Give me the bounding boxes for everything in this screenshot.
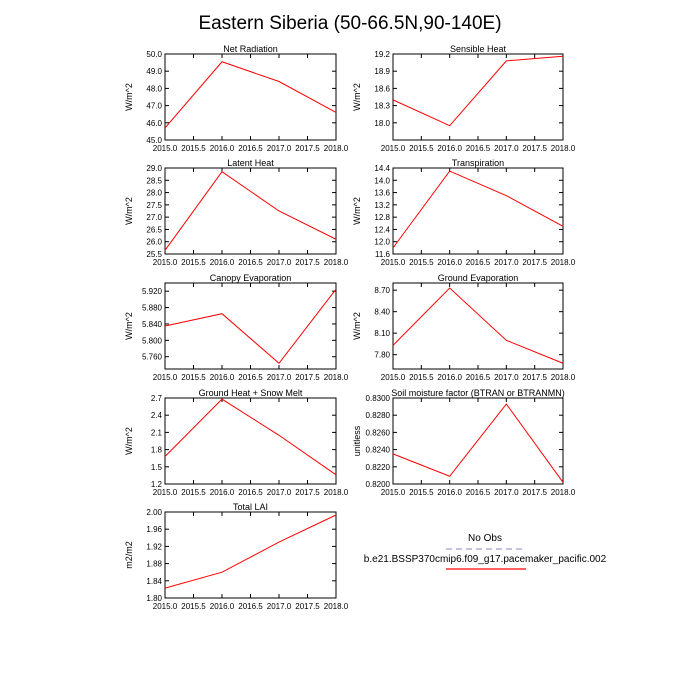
chart-panel [352,388,576,497]
chart-panel [124,44,349,153]
x-tick-label: 2017.0 [494,488,519,497]
x-tick-label: 2018.0 [323,258,349,267]
x-tick-label: 2016.5 [465,373,491,382]
chart-panel [124,273,349,382]
x-tick-label: 2015.5 [181,258,206,267]
y-tick-label: 1.8 [150,445,162,455]
plot-frame [393,54,563,140]
y-tick-label: 7.80 [374,350,390,360]
y-tick-label: 28.0 [146,188,162,198]
y-tick-label: 12.4 [374,225,390,235]
y-tick-label: 47.0 [146,101,162,111]
panels-group [124,44,576,611]
y-tick-label: 2.1 [150,428,162,438]
panel-title: Latent Heat [227,158,274,168]
x-tick-label: 2016.0 [209,373,235,382]
y-tick-label: 1.96 [146,525,162,535]
x-tick-label: 2017.5 [522,258,547,267]
y-axis-label: W/m^2 [352,83,362,111]
series-line [165,515,336,588]
x-tick-label: 2018.0 [323,373,349,382]
series-line [393,404,563,482]
x-tick-label: 2016.0 [437,144,462,153]
panel-title: Total LAI [232,502,269,512]
y-tick-label: 1.92 [146,542,162,552]
x-tick-label: 2016.5 [465,144,491,153]
x-tick-label: 2016.5 [238,602,263,611]
x-tick-label: 2015.0 [152,488,178,497]
y-axis-label: W/m^2 [124,312,134,340]
y-tick-label: 2.00 [146,508,162,517]
series-line [393,288,563,363]
x-tick-label: 2015.5 [181,373,206,382]
x-tick-label: 2015.5 [181,488,206,497]
y-tick-label: 0.8220 [365,462,390,472]
y-tick-label: 12.0 [374,237,390,247]
y-tick-label: 26.5 [146,225,162,235]
chart-panel [124,388,349,497]
plot-frame [165,283,336,369]
x-tick-label: 2015.5 [181,144,206,153]
x-tick-label: 2016.0 [437,258,462,267]
x-tick-label: 2015.0 [380,144,406,153]
x-tick-label: 2015.0 [380,258,406,267]
y-axis-label: W/m^2 [124,427,134,455]
y-tick-label: 0.8260 [365,428,390,438]
x-tick-label: 2018.0 [323,488,349,497]
y-tick-label: 8.70 [374,286,390,296]
y-tick-label: 48.0 [146,84,162,94]
plot-frame [165,398,336,484]
y-tick-label: 0.8200 [365,480,390,489]
x-tick-label: 2018.0 [323,144,349,153]
y-tick-label: 27.0 [146,213,162,223]
x-tick-label: 2016.5 [238,144,263,153]
y-tick-label: 8.10 [374,329,390,339]
panel-title: Ground Evaporation [437,273,519,283]
y-tick-label: 11.6 [375,250,390,259]
y-tick-label: 1.80 [146,594,162,603]
x-tick-label: 2016.0 [437,488,462,497]
y-tick-label: 1.5 [150,462,162,472]
x-tick-label: 2016.5 [465,258,491,267]
plot-frame [165,512,336,598]
chart-panel [124,502,349,611]
x-tick-label: 2018.0 [550,258,576,267]
y-tick-label: 29.0 [146,164,162,173]
x-tick-label: 2017.5 [522,144,547,153]
y-tick-label: 46.0 [146,118,162,128]
y-tick-label: 12.8 [374,213,390,223]
x-tick-label: 2017.5 [295,144,320,153]
legend [364,533,607,569]
x-tick-label: 2017.5 [295,258,320,267]
y-tick-label: 5.760 [141,352,162,362]
x-tick-label: 2017.5 [522,488,547,497]
series-line [165,62,336,128]
y-tick-label: 13.6 [374,188,390,198]
x-tick-label: 2015.0 [152,373,178,382]
y-tick-label: 5.880 [141,303,162,313]
y-tick-label: 2.7 [150,394,162,403]
x-tick-label: 2015.0 [152,144,178,153]
y-tick-label: 0.8280 [365,411,390,421]
y-tick-label: 50.0 [146,50,162,59]
series-line [165,289,336,363]
x-tick-label: 2017.0 [266,602,292,611]
x-tick-label: 2015.5 [409,144,434,153]
x-tick-label: 2016.0 [209,258,235,267]
y-tick-label: 18.0 [374,118,390,128]
plot-frame [393,283,563,369]
series-line [165,172,336,251]
x-tick-label: 2015.5 [409,373,434,382]
x-tick-label: 2015.0 [380,488,406,497]
x-tick-label: 2018.0 [550,144,576,153]
x-tick-label: 2015.5 [181,602,206,611]
x-tick-label: 2017.0 [266,144,292,153]
x-tick-label: 2015.0 [152,602,178,611]
panel-title: Soil moisture factor (BTRAN or BTRANMN) [391,388,565,398]
plot-frame [393,168,563,254]
series-line [393,171,563,248]
y-axis-label: W/m^2 [352,312,362,340]
y-tick-label: 8.40 [374,307,390,317]
x-tick-label: 2017.5 [522,373,547,382]
x-tick-label: 2017.0 [494,373,519,382]
chart-panel [124,158,349,267]
x-tick-label: 2015.5 [409,488,434,497]
y-axis-label: W/m^2 [124,83,134,111]
y-axis-label: W/m^2 [352,197,362,225]
x-tick-label: 2017.0 [494,144,519,153]
chart-panel [352,273,576,382]
plot-frame [165,168,336,254]
y-tick-label: 19.2 [374,50,390,59]
x-tick-label: 2017.5 [295,488,320,497]
x-tick-label: 2017.0 [266,258,292,267]
y-tick-label: 45.0 [146,136,162,145]
x-tick-label: 2016.0 [437,373,462,382]
y-tick-label: 18.6 [374,84,390,94]
y-tick-label: 2.4 [150,411,162,421]
x-tick-label: 2018.0 [550,373,576,382]
y-axis-label: W/m^2 [124,197,134,225]
y-tick-label: 18.9 [374,67,390,77]
x-tick-label: 2016.5 [238,258,263,267]
x-tick-label: 2017.5 [295,373,320,382]
panel-title: Transpiration [451,158,505,168]
x-tick-label: 2016.5 [465,488,491,497]
x-tick-label: 2016.0 [209,602,235,611]
chart-panel [352,158,576,267]
x-tick-label: 2016.5 [238,488,263,497]
series-line [393,56,563,125]
y-tick-label: 14.0 [374,176,390,186]
x-tick-label: 2018.0 [323,602,349,611]
plot-frame [393,398,563,484]
y-tick-label: 49.0 [146,67,162,77]
panel-title: Sensible Heat [449,44,507,54]
y-tick-label: 5.800 [141,336,162,346]
panel-title: Net Radiation [223,44,278,54]
x-tick-label: 2017.0 [266,488,292,497]
x-tick-label: 2015.0 [380,373,406,382]
y-tick-label: 26.0 [146,237,162,247]
y-tick-label: 5.840 [141,319,162,329]
y-tick-label: 1.84 [146,576,162,586]
x-tick-label: 2017.5 [295,602,320,611]
y-axis-label: m2/m2 [124,541,134,569]
legend-label: No Obs [468,533,502,544]
y-tick-label: 25.5 [146,250,162,259]
plot-frame [165,54,336,140]
x-tick-label: 2018.0 [550,488,576,497]
y-axis-label: unitless [352,425,362,457]
x-tick-label: 2016.5 [238,373,263,382]
x-tick-label: 2017.0 [266,373,292,382]
y-tick-label: 0.8300 [365,394,390,403]
x-tick-label: 2016.0 [209,488,235,497]
x-tick-label: 2015.0 [152,258,178,267]
x-tick-label: 2015.5 [409,258,434,267]
y-tick-label: 1.88 [146,559,162,569]
chart-panel [352,44,576,153]
y-tick-label: 18.3 [374,101,390,111]
y-tick-label: 1.2 [150,480,162,489]
legend-label: b.e21.BSSP370cmip6.f09_g17.pacemaker_pacific.002 [363,554,607,565]
x-tick-label: 2017.0 [494,258,519,267]
x-tick-label: 2016.0 [209,144,235,153]
y-tick-label: 14.4 [374,164,390,173]
figure-title: Eastern Siberia (50-66.5N,90-140E) [198,13,502,34]
panel-title: Ground Heat + Snow Melt [198,388,303,398]
y-tick-label: 0.8240 [365,445,390,455]
series-line [165,399,336,475]
y-tick-label: 27.5 [146,200,162,210]
y-tick-label: 28.5 [146,176,162,186]
y-tick-label: 13.2 [374,200,390,210]
y-tick-label: 5.920 [141,287,162,297]
panel-title: Canopy Evaporation [209,273,292,283]
